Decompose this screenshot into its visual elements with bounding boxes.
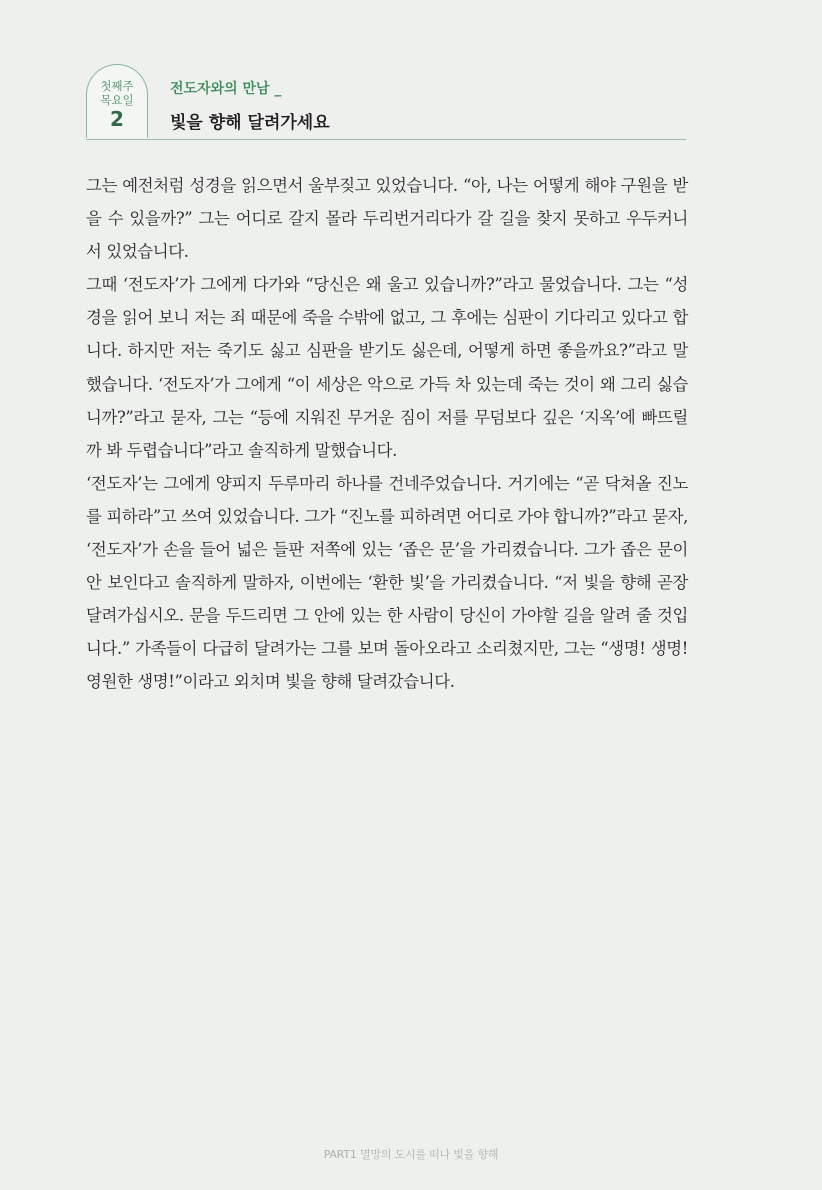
badge-day-label: 목요일 <box>100 93 134 107</box>
chapter-title: 빛을 향해 달려가세요 <box>170 113 330 133</box>
day-badge <box>86 64 148 138</box>
page-footer: PART1 멸망의 도시를 떠나 빛을 향해 <box>323 1148 499 1161</box>
chapter-header <box>86 64 686 142</box>
badge-day-number: 2 <box>110 107 124 131</box>
paragraph-3: ‘전도자’는 그에게 양피지 두루마리 하나를 건네주었습니다. 거기에는 “곧 닥쳐올 진노를 피하라”고 쓰여 있었습니다. 그가 “진노를 피하려면 어디로 가야 합니까?”라고 묻자, ‘전도자’가 손을 들어 넓은 들판 저쪽에 있는 ‘좁은 문’을 가리켰습니다. 그가 좁은 문이 안 보인다고 솔직하게 말하자, 이번에는 ‘환한 빛’을 가리켰습니다. “저 빛을 향해 곧장 달려가십시오. 문을 두드리면 그 안에 있는 한 사람이 당신이 가야할 길을 알려 줄 것입니다.” 가족들이 다급히 달려가는 그를 보며 돌아오라고 소리쳤지만, 그는 “생명! 생명! 영원한 생명!”이라고 외치며 빛을 향해 달려갔습니다. <box>86 473 688 692</box>
badge-week-label: 첫째주 <box>100 79 134 93</box>
paragraph-2: 그때 ‘전도자’가 그에게 다가와 “당신은 왜 울고 있습니까?”라고 물었습니다. 그는 “성경을 읽어 보니 저는 죄 때문에 죽을 수밖에 없고, 그 후에는 심판이 기다리고 있다고 합니다. 하지만 저는 죽기도 싫고 심판을 받기도 싫은데, 어떻게 하면 좋을까요?”라고 말했습니다. ‘전도자’가 그에게 “이 세상은 악으로 가득 차 있는데 죽는 것이 왜 그리 싫습니까?”라고 묻자, 그는 “등에 지워진 무거운 짐이 저를 무덤보다 깊은 ‘지옥’에 빠뜨릴까 봐 두렵습니다”라고 솔직하게 말했습니다. <box>86 275 688 460</box>
paragraph-1: 그는 예전처럼 성경을 읽으면서 울부짖고 있었습니다. “아, 나는 어떻게 해야 구원을 받을 수 있을까?” 그는 어디로 갈지 몰라 두리번거리다가 갈 길을 찾지 못하고 우두커니 서 있었습니다. <box>86 176 688 262</box>
body-text <box>86 169 688 699</box>
header-divider <box>86 139 686 140</box>
chapter-subtitle: 전도자와의 만남 _ <box>170 81 282 97</box>
